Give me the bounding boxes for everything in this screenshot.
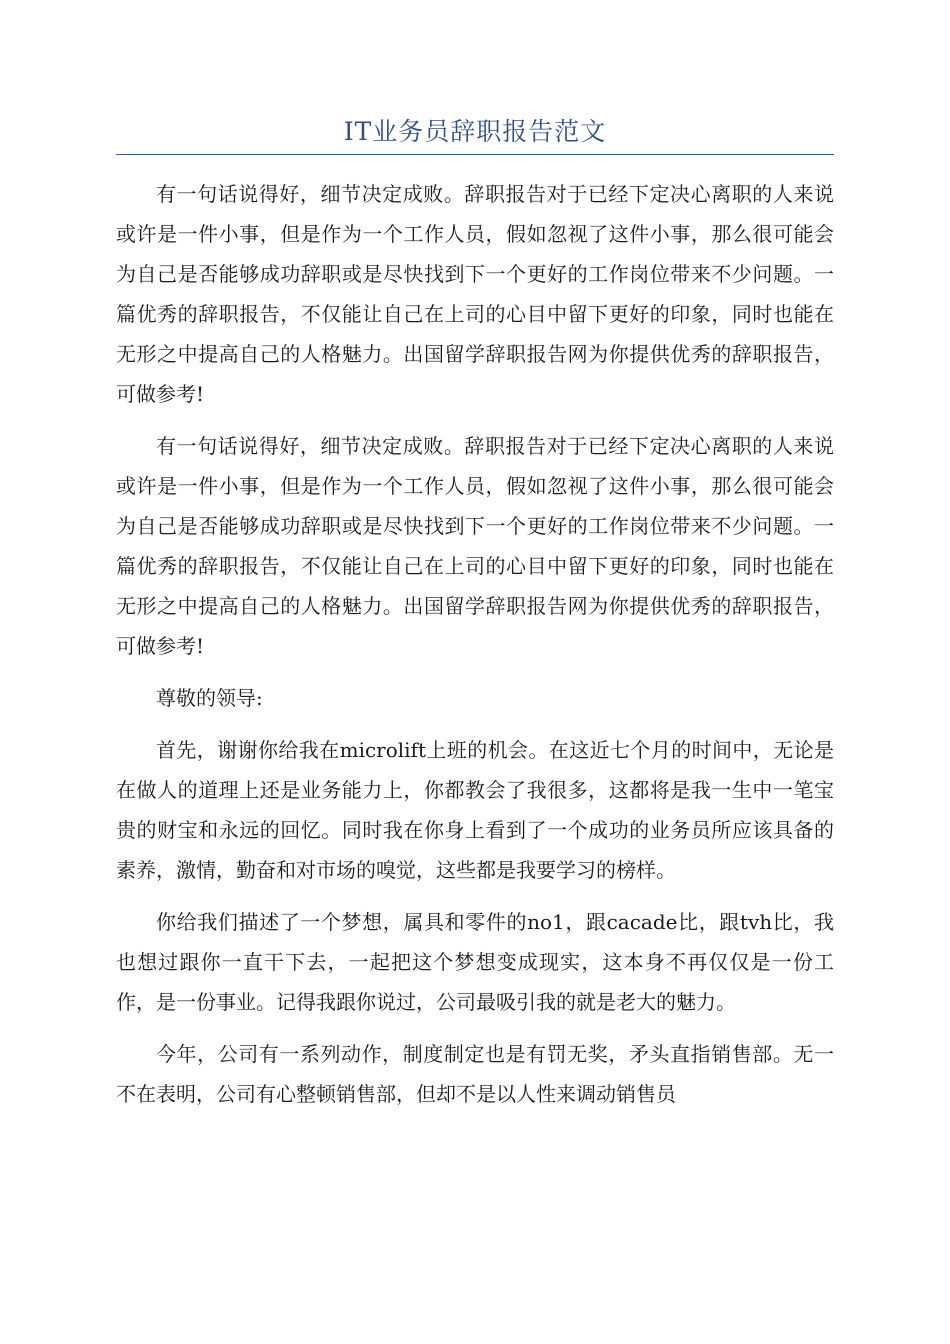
body-paragraph: 你给我们描述了一个梦想，属具和零件的no1，跟cacade比，跟tvh比，我也想过跟你一直干下去，一起把这个梦想变成现实，这本身不再仅仅是一份工作，是一份事业。记得我跟你说过，公司最吸引我的就是老大的魅力。 [116,910,834,1014]
salutation: 尊敬的领导: [156,686,263,710]
intro-paragraph: 有一句话说得好，细节决定成败。辞职报告对于已经下定决心离职的人来说或许是一件小事，但是作为一个工作人员，假如忽视了这件小事，那么很可能会为自己是否能够成功辞职或是尽快找到下一个更好的工作岗位带来不少问题。一篇优秀的辞职报告，不仅能让自己在上司的心目中留下更好的印象，同时也能在无形之中提高自己的人格魅力。出国留学辞职报告网为你提供优秀的辞职报告，可做参考! [116,182,834,406]
body-paragraph: 今年，公司有一系列动作，制度制定也是有罚无奖，矛头直指销售部。无一不在表明，公司有心整顿销售部，但却不是以人性来调动销售员 [116,1042,834,1106]
intro-paragraph-repeat: 有一句话说得好，细节决定成败。辞职报告对于已经下定决心离职的人来说或许是一件小事，但是作为一个工作人员，假如忽视了这件小事，那么很可能会为自己是否能够成功辞职或是尽快找到下一个更好的工作岗位带来不少问题。一篇优秀的辞职报告，不仅能让自己在上司的心目中留下更好的印象，同时也能在无形之中提高自己的人格魅力。出国留学辞职报告网为你提供优秀的辞职报告，可做参考! [116,434,834,658]
document-title: IT业务员辞职报告范文 [343,117,607,146]
document-body [116,174,834,1126]
title-underline [116,154,834,155]
body-paragraph: 首先，谢谢你给我在microlift上班的机会。在这近七个月的时间中，无论是在做人的道理上还是业务能力上，你都教会了我很多，这都将是我一生中一笔宝贵的财宝和永远的回忆。同时我在你身上看到了一个成功的业务员所应该具备的素养，激情，勤奋和对市场的嗅觉，这些都是我要学习的榜样。 [116,738,834,882]
